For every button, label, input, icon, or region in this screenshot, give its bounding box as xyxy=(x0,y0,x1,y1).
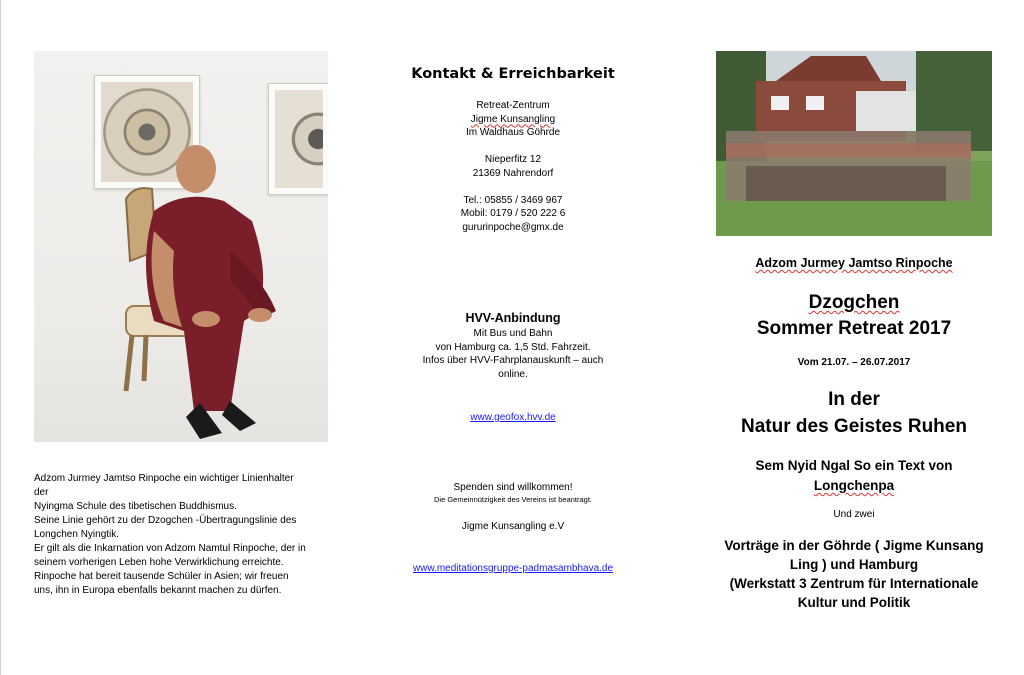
address-line: Im Waldhaus Göhrde xyxy=(465,127,561,138)
hvv-heading: HVV-Anbindung xyxy=(465,311,561,325)
bio-line: Adzom Jurmey Jamtso Rinpoche ein wichtiger Linienhalter xyxy=(34,473,294,484)
rinpoche-portrait-photo xyxy=(34,51,328,442)
text-reference xyxy=(712,456,996,496)
talks-line: Ling ) und Hamburg xyxy=(789,557,919,572)
mobile-line: Mobil: 0179 / 520 222 6 xyxy=(460,208,566,219)
address-spacer xyxy=(398,180,628,194)
hvv-line: Mit Bus und Bahn xyxy=(473,328,553,339)
hvv-info xyxy=(398,327,628,381)
address-line: Jigme Kunsangling xyxy=(470,113,556,125)
bio-line: uns, ihn in Europa ebenfalls bekannt machen zu dürfen. xyxy=(34,585,282,596)
talks-line: Vorträge in der Göhrde ( Jigme Kunsang xyxy=(724,538,984,553)
bio-line: Rinpoche hat bereit tausende Schüler in Asien; wir freuen xyxy=(34,571,289,582)
talks-line: Kultur und Politik xyxy=(797,595,911,610)
bio-line: Er gilt als die Inkarnation von Adzom Namtul Rinpoche, der in xyxy=(34,543,306,554)
bio-line: seinem vorherigen Leben hohe Verwirklichung erreichte. xyxy=(34,557,284,568)
bio-line: Seine Linie gehört zu der Dzogchen -Übertragungslinie des xyxy=(34,515,297,526)
monk-seated-figure xyxy=(34,51,328,442)
group-photo-scene xyxy=(716,51,992,236)
teacher-name: Adzom Jurmey Jamtso Rinpoche xyxy=(755,256,953,270)
address-line: 21369 Nahrendorf xyxy=(472,167,554,179)
text-reference-line-1: Sem Nyid Ngal So ein Text von xyxy=(755,458,953,473)
retreat-subtitle xyxy=(712,386,996,440)
retreat-title xyxy=(712,290,996,342)
talks-info xyxy=(712,536,996,612)
bio-line: Nyingma Schule des tibetischen Buddhismus. xyxy=(34,501,237,512)
rinpoche-biography xyxy=(34,472,324,598)
text-reference-line-2: Longchenpa xyxy=(813,478,895,493)
org-name: Jigme Kunsangling e.V xyxy=(461,521,565,532)
page-edge xyxy=(0,0,1,675)
subtitle-line-2: Natur des Geistes Ruhen xyxy=(741,416,967,437)
address-block xyxy=(398,99,628,234)
hvv-line: online. xyxy=(498,368,528,380)
and-two-text: Und zwei xyxy=(833,509,875,520)
website-link[interactable]: www.meditationsgruppe-padmasambhava.de xyxy=(412,563,614,574)
hvv-line: von Hamburg ca. 1,5 Std. Fahrzeit. xyxy=(435,341,591,353)
group-photo xyxy=(716,51,992,236)
contact-heading: Kontakt & Erreichbarkeit xyxy=(411,66,615,82)
phone-line: Tel.: 05855 / 3469 967 xyxy=(463,194,563,206)
bio-line: der xyxy=(34,487,49,498)
bio-line: Longchen Nyingtik. xyxy=(34,529,120,540)
retreat-dates: Vom 21.07. – 26.07.2017 xyxy=(797,357,911,368)
title-line-2: Sommer Retreat 2017 xyxy=(756,318,952,339)
address-line: Nieperfitz 12 xyxy=(484,154,542,165)
hvv-link[interactable]: www.geofox.hvv.de xyxy=(470,412,556,423)
address-line: Retreat-Zentrum xyxy=(476,100,550,111)
email-text: gururinpoche@gmx.de xyxy=(462,221,564,233)
donation-text: Spenden sind willkommen! xyxy=(453,482,573,493)
subtitle-line-1: In der xyxy=(828,389,880,410)
hvv-line: Infos über HVV-Fahrplanauskunft – auch xyxy=(422,355,604,366)
talks-line: (Werkstatt 3 Zentrum für Internationale xyxy=(729,576,979,591)
title-line-1: Dzogchen xyxy=(808,292,900,313)
donation-note: Die Gemeinnützigkeit des Vereins ist beantragt. xyxy=(433,495,592,504)
address-spacer xyxy=(398,140,628,154)
